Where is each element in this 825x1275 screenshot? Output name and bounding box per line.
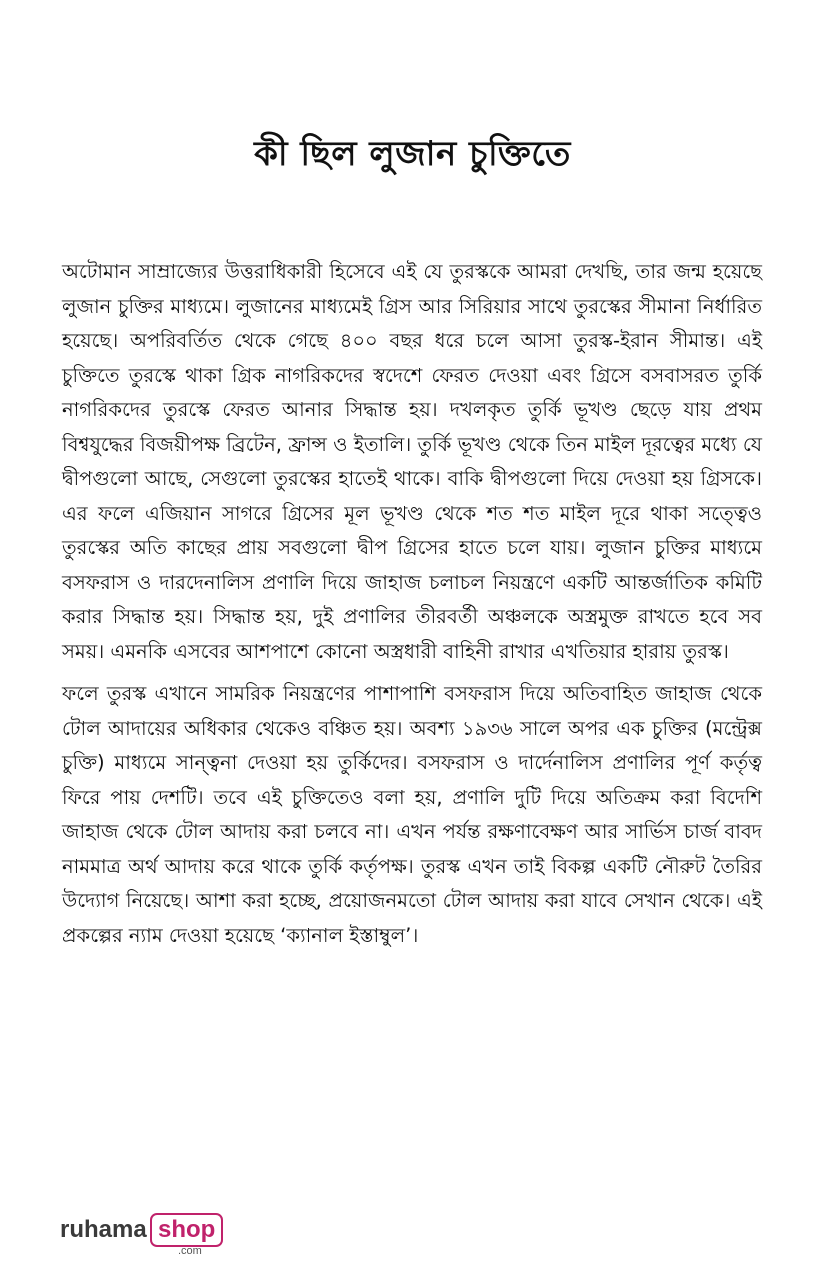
logo-ruhama-text: ruhama (60, 1216, 147, 1243)
body-paragraph-1: অটোমান সাম্রাজ্যের উত্তরাধিকারী হিসেবে এই যে তুরস্ককে আমরা দেখছি, তার জন্ম হয়েছে লুজান চুক্তির মাধ্যমে। লুজানের মাধ্যমেই গ্রিস আর সিরিয়ার সাথে তুরস্কের সীমানা নির্ধারিত হয়েছে। অপরিবর্তিত থেকে গেছে ৪০০ বছর ধরে চলে আসা তুরস্ক-ইরান সীমান্ত। এই চুক্তিতে তুরস্কে থাকা গ্রিক নাগরিকদের স্বদেশে ফেরত দেওয়া এবং গ্রিসে বসবাসরত তুর্কি নাগরিকদের তুরস্কে ফেরত আনার সিদ্ধান্ত হয়। দখলকৃত তুর্কি ভূখণ্ড ছেড়ে যায় প্রথম বিশ্বযুদ্ধের বিজয়ীপক্ষ ব্রিটেন, ফ্রান্স ও ইতালি। তুর্কি ভূখণ্ড থেকে তিন মাইল দূরত্বের মধ্যে যে দ্বীপগুলো আছে, সেগুলো তুরস্কের হাতেই থাকে। বাকি দ্বীপগুলো দিয়ে দেওয়া হয় গ্রিসকে। এর ফলে এজিয়ান সাগরে গ্রিসের মূল ভূখণ্ড থেকে শত শত মাইল দূরে থাকা সত্ত্বেও তুরস্কের অতি কাছের প্রায় সবগুলো দ্বীপ গ্রিসের হাতে চলে যায়। লুজান চুক্তির মাধ্যমে বসফরাস ও দারদেনালিস প্রণালি দিয়ে জাহাজ চলাচল নিয়ন্ত্রণে একটি আন্তর্জাতিক কমিটি করার সিদ্ধান্ত হয়। সিদ্ধান্ত হয়, দুই প্রণালির তীরবর্তী অঞ্চলকে অস্ত্রমুক্ত রাখতে হবে সব সময়। এমনকি এসবের আশপাশে কোনো অস্ত্রধারী বাহিনী রাখার এখতিয়ার হারায় তুরস্ক। (62, 260, 762, 663)
publisher-logo (60, 1210, 230, 1260)
logo-com-text: .com (178, 1245, 202, 1257)
logo-shop-badge: shop (150, 1213, 223, 1247)
page-title: কী ছিল লুজান চুক্তিতে (254, 134, 571, 174)
body-paragraph-2: ফলে তুরস্ক এখানে সামরিক নিয়ন্ত্রণের পাশাপাশি বসফরাস দিয়ে অতিবাহিত জাহাজ থেকে টোল আদায়ের অধিকার থেকেও বঞ্চিত হয়। অবশ্য ১৯৩৬ সালে অপর এক চুক্তির (মন্ট্রেক্স চুক্তি) মাধ্যমে সান্ত্বনা দেওয়া হয় তুর্কিদের। বসফরাস ও দার্দেনালিস প্রণালির পূর্ণ কর্তৃত্ব ফিরে পায় দেশটি। তবে এই চুক্তিতেও বলা হয়, প্রণালি দুটি দিয়ে অতিক্রম করা বিদেশি জাহাজ থেকে টোল আদায় করা চলবে না। এখন পর্যন্ত রক্ষণাবেক্ষণ আর সার্ভিস চার্জ বাবদ নামমাত্র অর্থ আদায় করে থাকে তুর্কি কর্তৃপক্ষ। তুরস্ক এখন তাই বিকল্প একটি নৌরুট তৈরির উদ্যোগ নিয়েছে। আশা করা হচ্ছে, প্রয়োজনমতো টোল আদায় করা যাবে সেখান থেকে। এই প্রকল্পের ন্যাম দেওয়া হয়েছে ‘ক্যানাল ইস্তাম্বুল’। (62, 682, 762, 947)
